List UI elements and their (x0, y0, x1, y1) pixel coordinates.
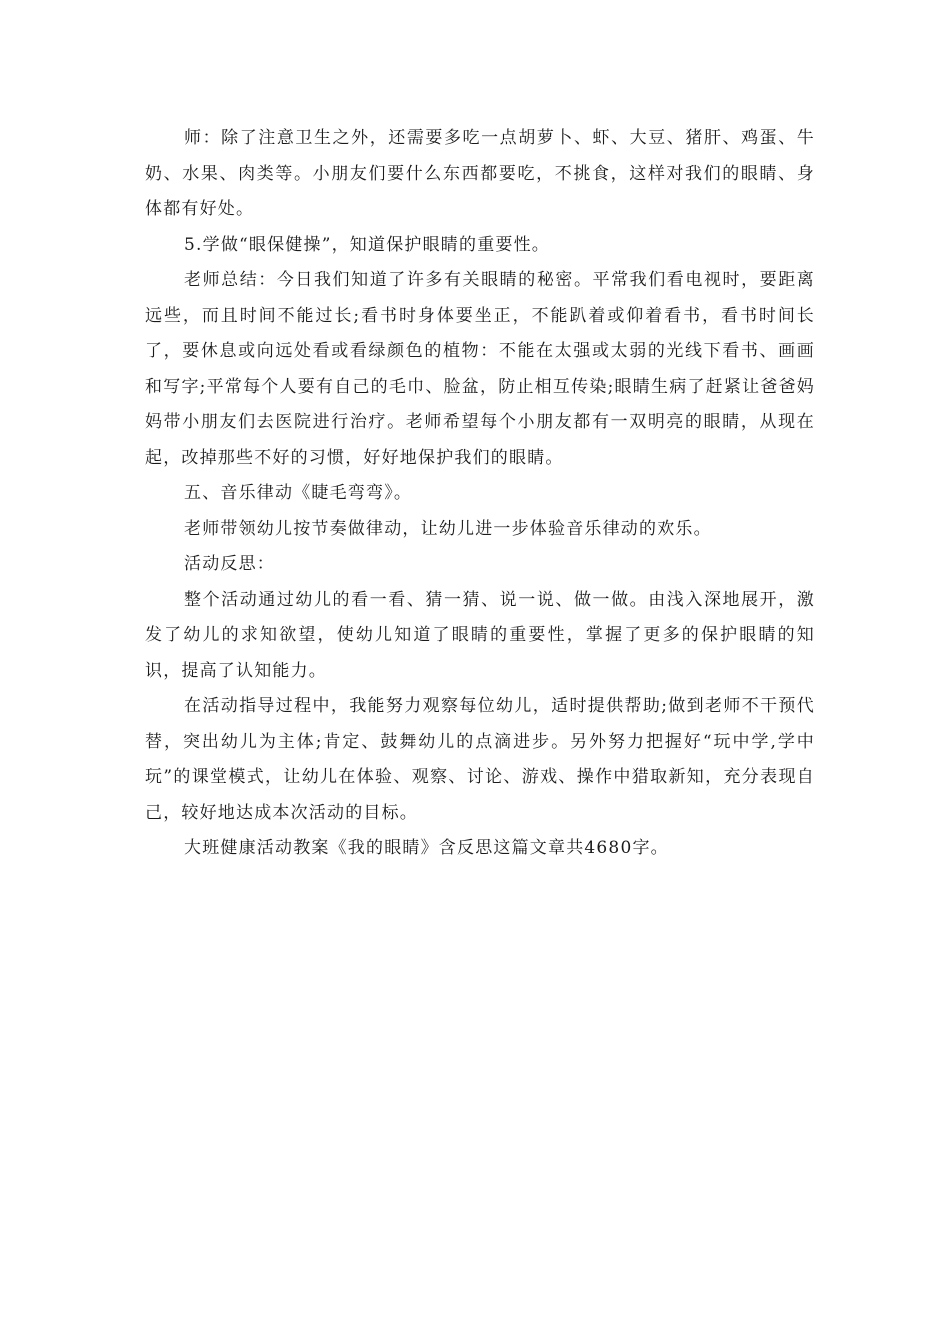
paragraph-reflection-2: 在活动指导过程中，我能努力观察每位幼儿，适时提供帮助;做到老师不干预代替，突出幼儿为主体;肯定、鼓舞幼儿的点滴进步。另外努力把握好“玩中学,学中玩”的课堂模式，让幼儿在体验、观察、讨论、游戏、操作中猎取新知，充分表现自己，较好地达成本次活动的目标。 (145, 696, 815, 823)
paragraph-section-music: 五、音乐律动《睫毛弯弯》。 (184, 483, 413, 503)
paragraph-eye-exercise: 5.学做“眼保健操”，知道保护眼睛的重要性。 (184, 234, 551, 255)
paragraph-music-activity: 老师带领幼儿按节奏做律动，让幼儿进一步体验音乐律动的欢乐。 (184, 518, 712, 539)
paragraph-reflection-heading: 活动反思： (184, 554, 275, 574)
paragraph-diet-advice: 师：除了注意卫生之外，还需要多吃一点胡萝卜、虾、大豆、猪肝、鸡蛋、牛奶、水果、肉类等。小朋友们要什么东西都要吃，不挑食，这样对我们的眼睛、身体都有好处。 (145, 128, 815, 219)
document-body (145, 121, 815, 867)
paragraph-word-count: 大班健康活动教案《我的眼睛》含反思这篇文章共4680字。 (184, 838, 669, 858)
paragraph-teacher-summary: 老师总结：今日我们知道了许多有关眼睛的秘密。平常我们看电视时，要距离远些，而且时间不能过长;看书时身体要坐正，不能趴着或仰着看书，看书时间长了，要休息或向远处看或看绿颜色的植物：不能在太强或太弱的光线下看书、画画和写字;平常每个人要有自己的毛巾、脸盆，防止相互传染;眼睛生病了赶紧让爸爸妈妈带小朋友们去医院进行治疗。老师希望每个小朋友都有一双明亮的眼睛，从现在起，改掉那些不好的习惯，好好地保护我们的眼睛。 (145, 270, 815, 468)
paragraph-reflection-1: 整个活动通过幼儿的看一看、猜一猜、说一说、做一做。由浅入深地展开，激发了幼儿的求知欲望，使幼儿知道了眼睛的重要性，掌握了更多的保护眼睛的知识，提高了认知能力。 (145, 589, 815, 681)
